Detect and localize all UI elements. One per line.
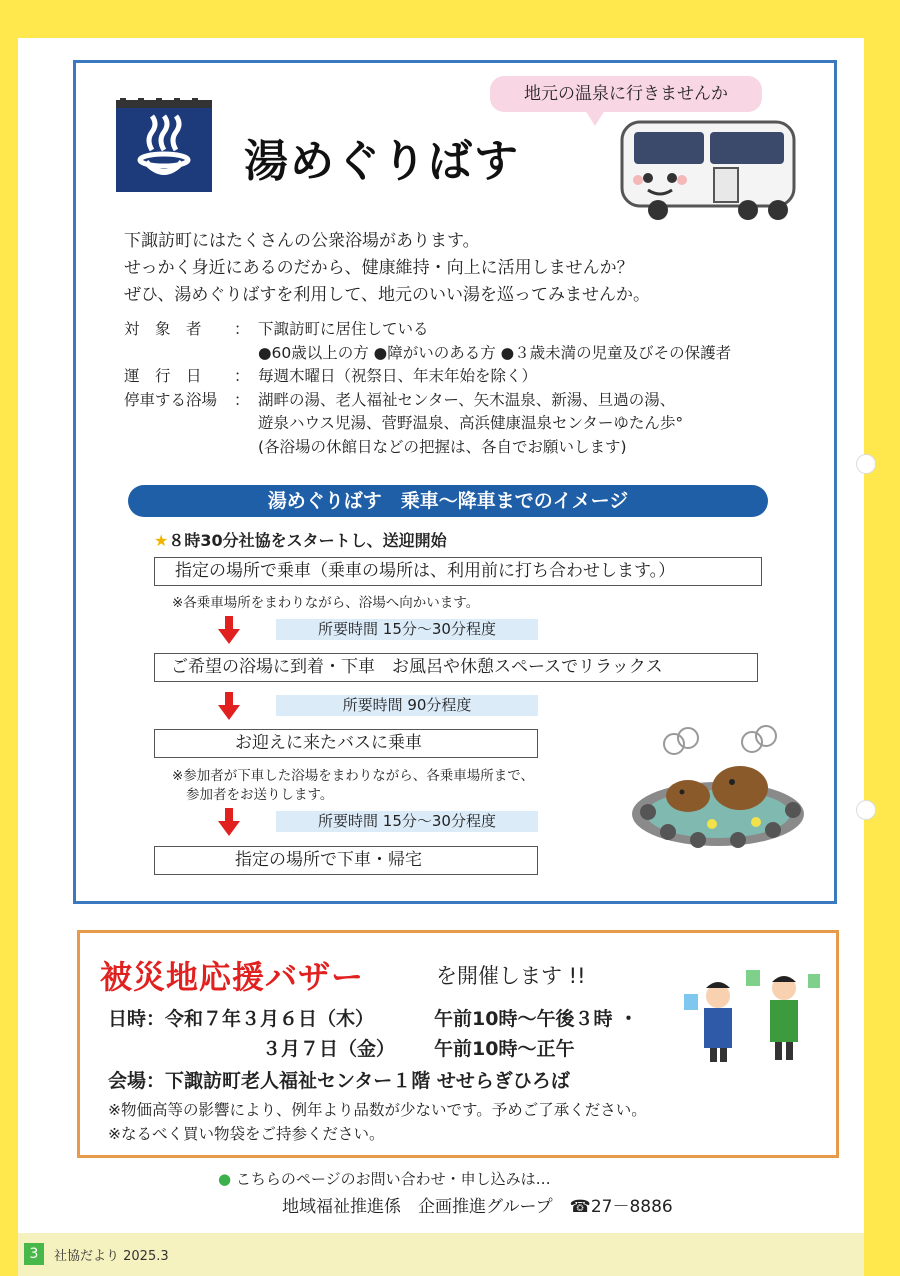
target-value: 下諏訪町に居住している <box>258 320 429 338</box>
bazaar-date-1-time: 午前10時～午後３時 ・ <box>434 1008 639 1030</box>
intro-line: ぜひ、湯めぐりばすを利用して、地元のいい湯を巡ってみませんか。 <box>124 285 650 305</box>
flow-step-2: ご希望の浴場に到着・下車 お風呂や休憩スペースでリラックス <box>154 653 758 682</box>
contact-intro-text: こちらのページのお問い合わせ・申し込みは… <box>235 1170 551 1188</box>
target-label: 対 象 者 <box>124 320 202 338</box>
flow-note-3b: 参加者をお送りします。 <box>186 787 334 803</box>
baths-row-2 <box>124 412 731 436</box>
intro-line: せっかく身近にあるのだから、健康維持・向上に活用しませんか？ <box>124 258 634 278</box>
target-row <box>124 318 731 342</box>
flow-note-3a: ※参加者が下車した浴場をまわりながら、各乗車場所まで、 <box>172 768 535 784</box>
flow-time-2: 所要時間 90分程度 <box>276 695 538 716</box>
flow-start <box>154 528 447 551</box>
baths-value: 遊泉ハウス児湯、菅野温泉、高浜健康温泉センターゆたん歩° <box>258 414 684 432</box>
bazaar-title: 被災地応援バザー <box>100 958 365 996</box>
flow-step-3: お迎えに来たバスに乗車 <box>154 729 538 758</box>
baths-note: (各浴場の休館日などの把握は、各自でお願いします) <box>258 437 627 456</box>
bazaar-note-1: ※物価高等の影響により、例年より品数が少ないです。予めご了承ください。 <box>108 1101 647 1119</box>
happi-people-icon <box>676 966 826 1062</box>
onsen-noren-icon <box>116 98 212 192</box>
bus-icon <box>618 118 798 224</box>
capybara-onsen-icon <box>628 724 808 848</box>
baths-row <box>124 389 731 413</box>
arrow-down-icon <box>218 616 240 644</box>
colon: ： <box>234 320 250 338</box>
intro-line: 下諏訪町にはたくさんの公衆浴場があります。 <box>124 231 480 251</box>
flow-note-1: ※各乗車場所をまわりながら、浴場へ向かいます。 <box>172 595 480 611</box>
bazaar-venue: 会場：下諏訪町老人福祉センター１階 せせらぎひろば <box>108 1070 570 1092</box>
bazaar-note-2: ※なるべく買い物袋をご持参ください。 <box>108 1125 385 1143</box>
flow-time-3: 所要時間 15分～30分程度 <box>276 811 538 832</box>
baths-value: 湖畔の湯、老人福祉センター、矢木温泉、新湯、旦過の湯、 <box>258 390 676 409</box>
intro-text <box>124 228 650 309</box>
days-value: 毎週木曜日（祝祭日、年末年始を除く） <box>258 367 538 385</box>
flow-step-1: 指定の場所で乗車（乗車の場所は、利用前に打ち合わせします。） <box>154 557 762 586</box>
flow-time-1: 所要時間 15分～30分程度 <box>276 619 538 640</box>
flow-step-4: 指定の場所で下車・帰宅 <box>154 846 538 875</box>
bazaar-title-suffix: を開催します !! <box>436 964 586 988</box>
colon: ： <box>234 367 250 385</box>
bazaar-date-1: 日時：令和７年３月６日（木） <box>108 1008 375 1030</box>
contact-department: 地域福祉推進係 企画推進グループ ☎27－8886 <box>282 1197 673 1217</box>
contact-intro <box>218 1168 551 1189</box>
baths-label: 停車する浴場 <box>124 390 218 409</box>
bullet-dot-icon: ● <box>218 1170 232 1188</box>
days-row <box>124 365 731 389</box>
colon: ： <box>234 390 250 409</box>
page-number: 3 <box>24 1243 44 1265</box>
footer-publication: 社協だより 2025.3 <box>54 1249 169 1264</box>
baths-note-row <box>124 436 731 460</box>
bazaar-date-2: ３月７日（金） <box>262 1038 396 1060</box>
flow-banner: 湯めぐりばす 乗車～降車までのイメージ <box>128 485 768 517</box>
target-detail: ●60歳以上の方 ●障がいのある方 ●３歳未満の児童及びその保護者 <box>258 343 732 362</box>
speech-bubble-tail <box>585 110 605 126</box>
flow-start-text: ８時30分社協をスタートし、送迎開始 <box>168 531 447 550</box>
service-info <box>124 318 731 459</box>
target-detail-row <box>124 342 731 366</box>
speech-bubble: 地元の温泉に行きませんか <box>490 76 762 112</box>
arrow-down-icon <box>218 692 240 720</box>
arrow-down-icon <box>218 808 240 836</box>
star-icon: ★ <box>154 531 169 550</box>
days-label: 運 行 日 <box>124 367 202 385</box>
punch-hole <box>856 800 876 820</box>
punch-hole <box>856 454 876 474</box>
page-title: 湯めぐりばす <box>244 136 520 187</box>
bazaar-date-2-time: 午前10時～正午 <box>434 1038 575 1060</box>
